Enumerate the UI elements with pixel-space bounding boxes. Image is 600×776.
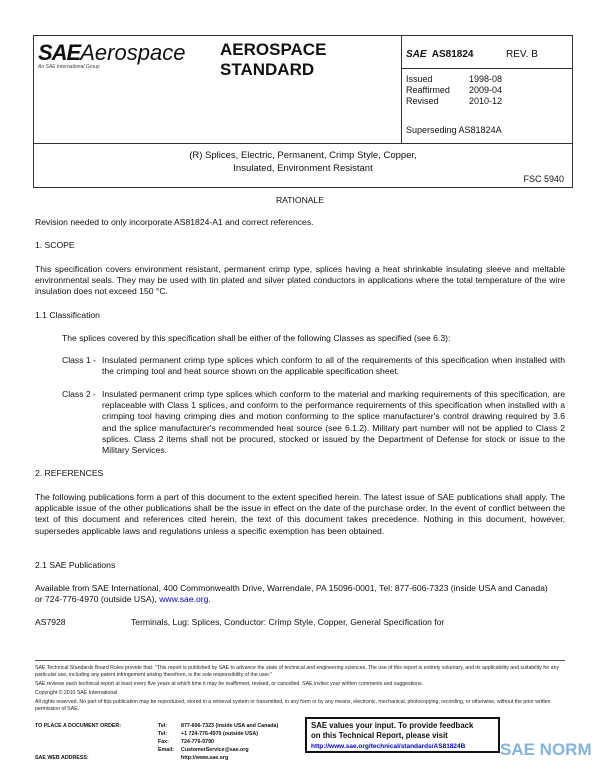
contact-label: Tel:: [158, 723, 168, 729]
sae-website-link[interactable]: www.sae.org: [159, 594, 209, 605]
section-1-1-text: The splices covered by this specification shall be either of the following Classes as specified (see 6.3):: [62, 333, 451, 343]
feedback-link[interactable]: http://www.sae.org/technical/standards/AS81824B: [311, 743, 466, 750]
feedback-box: [305, 717, 500, 753]
contact-value: +1 724-776-4970 (outside USA): [181, 731, 258, 737]
date-label: Issued: [406, 74, 433, 84]
class-2-item: [62, 389, 565, 456]
title-line1: AEROSPACE: [220, 40, 327, 59]
class-label: Class 2 -: [62, 389, 96, 399]
date-value: 2009-04: [469, 85, 503, 95]
section-2-text: The following publications form a part of this document to the extent specified herein. The latest issue of SAE publications shall apply. The applicable issue of the other publications shall be the issue in effect on the date of the purchase order. In the event of conflict between the text of this document and references cited herein, the text of this document takes precedence. Nothing in this document, however, supersedes applicable laws and regulations unless a specific exemption has been obtained.: [35, 492, 565, 536]
contact-row: [158, 730, 278, 738]
standard-title: [220, 40, 326, 80]
reference-id: AS7928: [35, 617, 66, 627]
logo-subtitle: An SAE International Group: [38, 64, 100, 70]
sae-aerospace-logo: [38, 40, 185, 66]
date-row: [406, 74, 502, 85]
dates-table: [406, 74, 502, 107]
rationale-text: Revision needed to only incorporate AS81824-A1 and correct references.: [35, 217, 314, 227]
web-label: SAE WEB ADDRESS:: [35, 755, 89, 761]
subject-line2: Insulated, Environment Resistant: [233, 163, 373, 174]
doc-number: AS81824: [431, 49, 474, 60]
rationale-heading: RATIONALE: [275, 195, 325, 205]
sae-address: Available from SAE International, 400 Commonwealth Drive, Warrendale, PA 15096-0001, Tel: 877-606-7323 (inside USA and Canada) or 724-776-4970 (outside USA),: [35, 583, 548, 605]
rights: All rights reserved. No part of this publication may be reproduced, stored in a retrieval system or transmitted, in any form or by any means, electronic, mechanical, photocopying, recording, or otherwise, without the prior written permission of SAE.: [35, 699, 551, 712]
web-link[interactable]: http://www.sae.org: [181, 755, 229, 761]
class-text: Insulated permanent crimp type splices which conform to all of the requirements of this specification when installed with the crimping tool and heat source shown on the applicable specification sheet.: [102, 355, 565, 377]
date-value: 2010-12: [469, 96, 503, 106]
date-label: Revised: [406, 96, 439, 106]
superseding: Superseding AS81824A: [406, 125, 502, 135]
email-link[interactable]: CustomerService@sae.org: [181, 747, 249, 753]
contact-row: [158, 746, 278, 754]
date-row: [406, 96, 502, 107]
section-2-heading: 2. REFERENCES: [35, 468, 104, 478]
board-rules: SAE Technical Standards Board Rules provide that: "This report is published by SAE to advance the state of technical and engineering sciences. The use of this report is entirely voluntary, and its applicability and suitability for any particular use, including any patent infringement arising therefrom, is the sole responsibility of the user.": [35, 665, 560, 678]
section-1-1-heading: 1.1 Classification: [35, 310, 100, 320]
sae-norm-watermark: SAE NORM: [500, 740, 592, 759]
contact-row: [158, 754, 278, 762]
logo-bold: SAE: [38, 40, 81, 65]
revision: REV. B: [506, 49, 538, 60]
fsc-code: FSC 5940: [523, 174, 564, 184]
subject-line1: (R) Splices, Electric, Permanent, Crimp Style, Copper,: [189, 150, 417, 161]
contact-row: [158, 738, 278, 746]
contact-label: Email:: [158, 747, 174, 753]
contacts: [158, 722, 278, 762]
document-subject: [34, 149, 572, 175]
contact-label: Fax:: [158, 739, 169, 745]
divider: [401, 68, 573, 69]
feedback-line1: SAE values your input. To provide feedback: [311, 721, 474, 730]
divider: [401, 36, 402, 143]
class-text: Insulated permanent crimp type splices which conform to the material and marking requirements of this specification, are replaceable with Class 1 splices, and conform to the performance requirements of this specification when installed with a crimping tool having crimping dies and motion conforming to the splice manufacturer's control drawing required by 3.6 and the splice manufacturer's recommended heat source (see 6.1.2). Military part number will not be applied to Class 2 splices. Class 2 items shall not be procured, stocked or issued by the Department of Defense for stock or issue to the Military Services.: [102, 389, 565, 456]
footer-notices: [35, 665, 565, 713]
title-line2: STANDARD: [220, 60, 315, 79]
section-1-text: This specification covers environment resistant, permanent crimp type, splices having a heat shrinkable insulating sleeve and meltable environmental seals. They may be used with tin plated and silver plated conductors in applications where the total temperature of the wire insulation does not exceed 150 °C.: [35, 264, 565, 297]
document-number: SAE AS81824 REV. B: [406, 49, 538, 60]
section-1-heading: 1. SCOPE: [35, 240, 75, 250]
period: .: [208, 594, 211, 605]
divider: [34, 143, 572, 144]
class-label: Class 1 -: [62, 355, 96, 365]
contact-value: 724-776-0790: [181, 739, 214, 745]
copyright: Copyright © 2010 SAE International: [35, 690, 118, 696]
contact-row: [158, 722, 278, 730]
document-header: [33, 35, 573, 188]
reference-item: [35, 617, 565, 628]
class-1-item: [62, 355, 565, 377]
contact-label: Tel:: [158, 731, 168, 737]
date-row: [406, 85, 502, 96]
feedback-line2: on this Technical Report, please visit: [311, 731, 448, 740]
logo-rest: Aerospace: [80, 40, 186, 65]
section-2-1-heading: 2.1 SAE Publications: [35, 560, 116, 570]
footer-divider: [35, 660, 565, 661]
review-note: SAE reviews each technical report at least every five years at which time it may be reaffirmed, revised, or cancelled. SAE invites your written comments and suggestions.: [35, 681, 423, 687]
reference-title: Terminals, Lug: Splices, Conductor: Crimp Style, Copper, General Specification for: [131, 617, 445, 627]
date-label: Reaffirmed: [406, 85, 450, 95]
order-label: TO PLACE A DOCUMENT ORDER:: [35, 723, 122, 729]
date-value: 1998-08: [469, 74, 503, 84]
contact-value: 877-606-7323 (inside USA and Canada): [181, 723, 279, 729]
section-2-1-text: [35, 583, 555, 605]
